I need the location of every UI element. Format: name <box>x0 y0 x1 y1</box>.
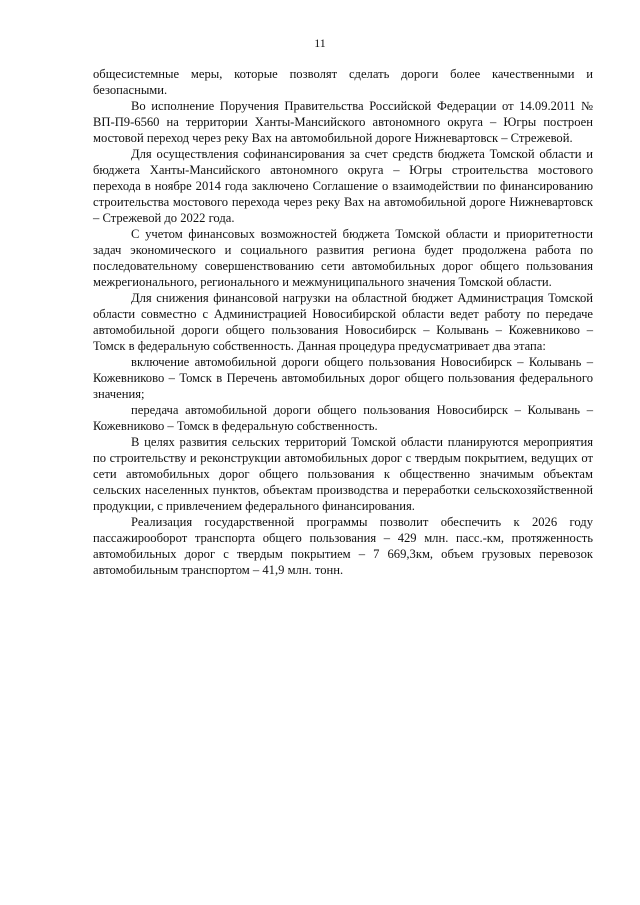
paragraph: Для осуществления софинансирования за счет средств бюджета Томской области и бюджета Ханты-Мансийского автономного округа – Югры строительства мостового перехода в ноябре 2014 года заключено Соглашение о взаимодействии по финансированию строительства мостового перехода через реку Вах на автомобильной дороге Нижневартовск – Стрежевой до 2022 года. <box>93 147 593 225</box>
paragraph: включение автомобильной дороги общего пользования Новосибирск – Колывань – Кожевниково – Томск в Перечень автомобильных дорог общего пользования федерального значения; <box>93 355 593 401</box>
paragraph: С учетом финансовых возможностей бюджета Томской области и приоритетности задач экономического и социального развития региона будет продолжена работа по последовательному совершенствованию сети автомобильных дорог общего пользования межрегионального, регионального и межмуниципального значения Томской области. <box>93 227 593 289</box>
document-body <box>93 66 593 578</box>
paragraph: Во исполнение Поручения Правительства Российской Федерации от 14.09.2011 № ВП-П9-6560 на территории Ханты-Мансийского автономного округа – Югры построен мостовой переход через реку Вах на автомобильной дороге Нижневартовск – Стрежевой. <box>93 99 593 145</box>
paragraph: Реализация государственной программы позволит обеспечить к 2026 году пассажирооборот транспорта общего пользования – 429 млн. пасс.-км, протяженность автомобильных дорог с твердым покрытием – 7 669,3км, объем грузовых перевозок автомобильным транспортом – 41,9 млн. тонн. <box>93 515 593 577</box>
paragraph: Для снижения финансовой нагрузки на областной бюджет Администрация Томской области совместно с Администрацией Новосибирской области ведет работу по передаче автомобильной дороги общего пользования Новосибирск – Колывань – Кожевниково – Томск в федеральную собственность. Данная процедура предусматривает два этапа: <box>93 291 593 353</box>
page-number: 11 <box>314 36 326 50</box>
paragraph: общесистемные меры, которые позволят сделать дороги более качественными и безопасными. <box>93 67 593 97</box>
paragraph: В целях развития сельских территорий Томской области планируются мероприятия по строительству и реконструкции автомобильных дорог с твердым покрытием, ведущих от сети автомобильных дорог общего пользования к общественно значимым объектам сельских населенных пунктов, объектам производства и переработки сельскохозяйственной продукции, с привлечением федерального финансирования. <box>93 435 593 513</box>
paragraph: передача автомобильной дороги общего пользования Новосибирск – Колывань – Кожевниково – Томск в федеральную собственность. <box>93 403 593 433</box>
